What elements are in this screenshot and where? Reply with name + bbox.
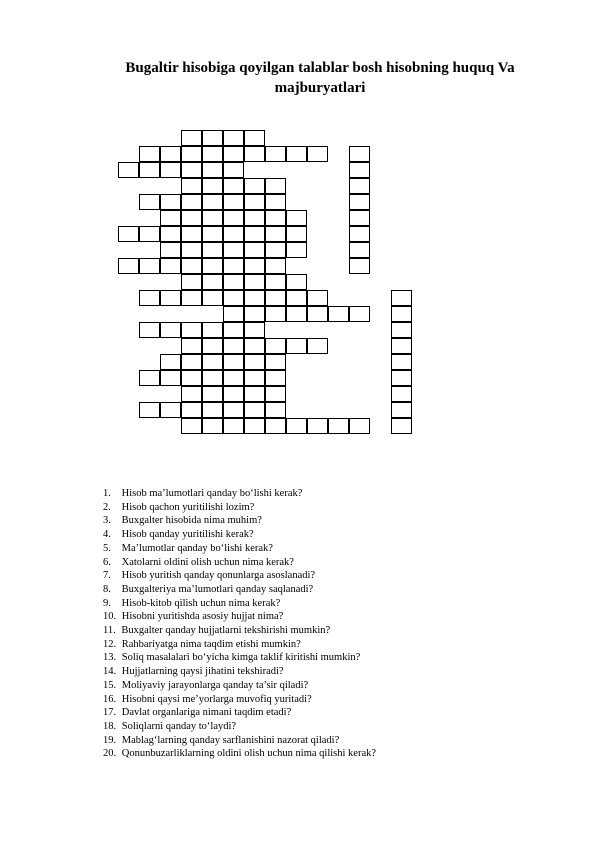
question-item xyxy=(103,679,376,693)
question-item xyxy=(103,501,376,515)
crossword-cell[interactable] xyxy=(244,226,265,242)
crossword-cell[interactable] xyxy=(202,178,223,194)
crossword-cell[interactable] xyxy=(286,306,307,322)
crossword-cell[interactable] xyxy=(118,226,139,242)
crossword-cell[interactable] xyxy=(160,162,181,178)
crossword-cell[interactable] xyxy=(391,306,412,322)
question-text: Rahbariyatga nima taqdim etishi mumkin? xyxy=(121,638,301,650)
crossword-cell[interactable] xyxy=(181,418,202,434)
crossword-cell[interactable] xyxy=(265,194,286,210)
crossword-cell[interactable] xyxy=(244,418,265,434)
crossword-cell[interactable] xyxy=(265,210,286,226)
question-item xyxy=(103,747,376,761)
crossword-cell[interactable] xyxy=(265,242,286,258)
crossword-cell[interactable] xyxy=(181,130,202,146)
question-text: Ma’lumotlar qanday bo‘lishi kerak? xyxy=(121,542,273,554)
question-number: 2. xyxy=(103,501,111,513)
crossword-cell[interactable] xyxy=(181,274,202,290)
crossword-cell[interactable] xyxy=(160,194,181,210)
crossword-cell[interactable] xyxy=(139,226,160,242)
question-text: Hisobni yuritishda asosiy hujjat nima? xyxy=(121,611,284,623)
crossword-cell[interactable] xyxy=(349,242,370,258)
crossword-cell[interactable] xyxy=(307,338,328,354)
crossword-cell[interactable] xyxy=(349,178,370,194)
crossword-cell[interactable] xyxy=(202,418,223,434)
crossword-cell[interactable] xyxy=(307,306,328,322)
crossword-cell[interactable] xyxy=(349,258,370,274)
crossword-cell[interactable] xyxy=(244,338,265,354)
crossword-cell[interactable] xyxy=(265,402,286,418)
crossword-cell[interactable] xyxy=(202,194,223,210)
crossword-cell[interactable] xyxy=(139,162,160,178)
crossword-cell[interactable] xyxy=(307,418,328,434)
question-item xyxy=(103,638,376,652)
crossword-cell[interactable] xyxy=(223,130,244,146)
crossword-cell[interactable] xyxy=(328,306,349,322)
crossword-cell[interactable] xyxy=(202,210,223,226)
question-text: Hisob-kitob qilish uchun nima kerak? xyxy=(121,597,281,609)
crossword-cell[interactable] xyxy=(244,274,265,290)
question-text: Hujjatlarning qaysi jihatini tekshiradi? xyxy=(121,666,284,678)
crossword-cell[interactable] xyxy=(223,178,244,194)
crossword-cell[interactable] xyxy=(202,274,223,290)
crossword-cell[interactable] xyxy=(160,402,181,418)
crossword-cell[interactable] xyxy=(244,194,265,210)
crossword-cell[interactable] xyxy=(244,258,265,274)
crossword-cell[interactable] xyxy=(286,210,307,226)
crossword-cell[interactable] xyxy=(349,194,370,210)
crossword-cell[interactable] xyxy=(286,146,307,162)
crossword-cell[interactable] xyxy=(265,306,286,322)
crossword-cell[interactable] xyxy=(160,258,181,274)
question-number: 15. xyxy=(103,679,117,691)
question-number: 9. xyxy=(103,597,111,609)
question-number: 18. xyxy=(103,720,117,732)
crossword-cell[interactable] xyxy=(202,322,223,338)
crossword-cell[interactable] xyxy=(244,290,265,306)
crossword-cell[interactable] xyxy=(118,162,139,178)
crossword-cell[interactable] xyxy=(244,370,265,386)
question-text: Buxgalter qanday hujjatlarni tekshirishi mumkin? xyxy=(121,625,331,637)
crossword-cell[interactable] xyxy=(223,210,244,226)
crossword-cell[interactable] xyxy=(202,370,223,386)
question-item xyxy=(103,693,376,707)
crossword-cell[interactable] xyxy=(160,210,181,226)
crossword-cell[interactable] xyxy=(244,386,265,402)
crossword-cell[interactable] xyxy=(223,162,244,178)
crossword-cell[interactable] xyxy=(118,258,139,274)
crossword-cell[interactable] xyxy=(202,290,223,306)
crossword-cell[interactable] xyxy=(265,226,286,242)
question-number: 20. xyxy=(103,748,117,760)
crossword-cell[interactable] xyxy=(202,402,223,418)
crossword-cell[interactable] xyxy=(265,354,286,370)
crossword-cell[interactable] xyxy=(223,338,244,354)
question-text: Moliyaviy jarayonlarga qanday ta’sir qiladi? xyxy=(121,679,309,691)
question-item xyxy=(103,706,376,720)
crossword-cell[interactable] xyxy=(139,370,160,386)
crossword-cell[interactable] xyxy=(181,146,202,162)
crossword-cell[interactable] xyxy=(181,258,202,274)
crossword-cell[interactable] xyxy=(391,370,412,386)
crossword-cell[interactable] xyxy=(328,418,349,434)
crossword-cell[interactable] xyxy=(265,338,286,354)
question-text: Soliqlarni qanday to‘laydi? xyxy=(121,720,237,732)
crossword-cell[interactable] xyxy=(244,242,265,258)
question-item xyxy=(103,528,376,542)
question-number: 10. xyxy=(103,611,117,623)
crossword-cell[interactable] xyxy=(160,226,181,242)
crossword-cell[interactable] xyxy=(181,402,202,418)
question-text: Hisob qachon yuritilishi lozim? xyxy=(121,501,255,513)
question-item xyxy=(103,720,376,734)
crossword-cell[interactable] xyxy=(160,242,181,258)
crossword-cell[interactable] xyxy=(391,402,412,418)
question-text: Buxgalteriya ma’lumotlari qanday saqlanadi? xyxy=(121,583,314,595)
crossword-cell[interactable] xyxy=(160,370,181,386)
crossword-cell[interactable] xyxy=(139,258,160,274)
crossword-cell[interactable] xyxy=(286,226,307,242)
crossword-cell[interactable] xyxy=(181,354,202,370)
crossword-cell[interactable] xyxy=(223,226,244,242)
crossword-cell[interactable] xyxy=(139,402,160,418)
crossword-cell[interactable] xyxy=(223,418,244,434)
crossword-cell[interactable] xyxy=(391,338,412,354)
crossword-cell[interactable] xyxy=(223,258,244,274)
question-number: 1. xyxy=(103,488,111,499)
crossword-cell[interactable] xyxy=(244,322,265,338)
crossword-cell[interactable] xyxy=(286,290,307,306)
crossword-cell[interactable] xyxy=(202,226,223,242)
question-item xyxy=(103,583,376,597)
crossword-cell[interactable] xyxy=(202,162,223,178)
crossword-cell[interactable] xyxy=(223,354,244,370)
question-item xyxy=(103,487,376,501)
crossword-cell[interactable] xyxy=(349,418,370,434)
crossword-cell[interactable] xyxy=(307,146,328,162)
question-item xyxy=(103,734,376,748)
crossword-cell[interactable] xyxy=(181,178,202,194)
question-text: Xatolarni oldini olish uchun nima kerak? xyxy=(121,556,294,568)
crossword-cell[interactable] xyxy=(391,386,412,402)
crossword-cell[interactable] xyxy=(160,146,181,162)
crossword-cell[interactable] xyxy=(139,290,160,306)
crossword-cell[interactable] xyxy=(202,386,223,402)
question-item xyxy=(103,610,376,624)
crossword-cell[interactable] xyxy=(391,322,412,338)
crossword-cell[interactable] xyxy=(265,290,286,306)
question-item xyxy=(103,597,376,611)
crossword-cell[interactable] xyxy=(160,322,181,338)
question-text: Hisob ma’lumotlari qanday bo‘lishi kerak? xyxy=(121,488,303,499)
question-text: Davlat organlariga nimani taqdim etadi? xyxy=(121,707,292,719)
crossword-cell[interactable] xyxy=(223,306,244,322)
question-text: Hisobni qaysi me’yorlarga muvofiq yuritadi? xyxy=(121,693,312,705)
question-number: 17. xyxy=(103,707,117,719)
crossword-cell[interactable] xyxy=(265,386,286,402)
crossword-cell[interactable] xyxy=(349,226,370,242)
crossword-cell[interactable] xyxy=(223,402,244,418)
crossword-cell[interactable] xyxy=(181,194,202,210)
question-item xyxy=(103,651,376,665)
question-number: 6. xyxy=(103,556,111,568)
crossword-cell[interactable] xyxy=(181,338,202,354)
crossword-cell[interactable] xyxy=(265,178,286,194)
question-number: 5. xyxy=(103,542,111,554)
crossword-cell[interactable] xyxy=(286,338,307,354)
crossword-cell[interactable] xyxy=(202,242,223,258)
question-number: 14. xyxy=(103,666,117,678)
crossword-cell[interactable] xyxy=(139,194,160,210)
question-number: 3. xyxy=(103,515,111,527)
crossword-cell[interactable] xyxy=(223,274,244,290)
crossword-cell[interactable] xyxy=(202,146,223,162)
crossword-cell[interactable] xyxy=(265,418,286,434)
crossword-cell[interactable] xyxy=(202,354,223,370)
crossword-cell[interactable] xyxy=(181,226,202,242)
question-number: 12. xyxy=(103,638,117,650)
crossword-cell[interactable] xyxy=(349,162,370,178)
question-item xyxy=(103,542,376,556)
crossword-cell[interactable] xyxy=(223,322,244,338)
crossword-cell[interactable] xyxy=(286,274,307,290)
question-item xyxy=(103,514,376,528)
crossword-cell[interactable] xyxy=(391,354,412,370)
crossword-cell[interactable] xyxy=(244,130,265,146)
question-list xyxy=(103,487,376,761)
question-number: 16. xyxy=(103,693,117,705)
crossword-cell[interactable] xyxy=(265,274,286,290)
crossword-cell[interactable] xyxy=(349,210,370,226)
question-item xyxy=(103,624,376,638)
crossword-cell[interactable] xyxy=(265,146,286,162)
crossword-cell[interactable] xyxy=(349,306,370,322)
crossword-cell[interactable] xyxy=(181,386,202,402)
question-item xyxy=(103,556,376,570)
crossword-cell[interactable] xyxy=(265,370,286,386)
question-number: 4. xyxy=(103,529,111,541)
crossword-cell[interactable] xyxy=(286,242,307,258)
crossword-cell[interactable] xyxy=(244,306,265,322)
crossword-cell[interactable] xyxy=(349,146,370,162)
crossword-cell[interactable] xyxy=(223,290,244,306)
crossword-cell[interactable] xyxy=(244,354,265,370)
question-number: 7. xyxy=(103,570,111,582)
crossword-cell[interactable] xyxy=(223,370,244,386)
question-number: 13. xyxy=(103,652,117,664)
question-text: Buxgalter hisobida nima muhim? xyxy=(121,515,262,527)
crossword-cell[interactable] xyxy=(286,418,307,434)
question-number: 19. xyxy=(103,734,117,746)
crossword-cell[interactable] xyxy=(181,242,202,258)
crossword-cell[interactable] xyxy=(223,194,244,210)
question-text: Hisob qanday yuritilishi kerak? xyxy=(121,529,254,541)
crossword-cell[interactable] xyxy=(181,290,202,306)
page-title: Bugaltir hisobiga qoyilgan talablar bosh hisobning huquq Va majburyatlari xyxy=(125,60,515,96)
crossword-cell[interactable] xyxy=(181,162,202,178)
crossword-cell[interactable] xyxy=(202,338,223,354)
crossword-cell[interactable] xyxy=(160,354,181,370)
crossword-cell[interactable] xyxy=(160,290,181,306)
crossword-cell[interactable] xyxy=(139,146,160,162)
crossword-cell[interactable] xyxy=(244,402,265,418)
question-item xyxy=(103,665,376,679)
question-number: 8. xyxy=(103,583,111,595)
crossword-cell[interactable] xyxy=(181,210,202,226)
crossword-cell[interactable] xyxy=(223,386,244,402)
crossword-cell[interactable] xyxy=(307,290,328,306)
question-number: 11. xyxy=(103,625,116,637)
question-text: Soliq masalalari bo‘yicha kimga taklif kiritishi mumkin? xyxy=(121,652,361,664)
crossword-cell[interactable] xyxy=(391,290,412,306)
crossword-cell[interactable] xyxy=(202,130,223,146)
crossword-cell[interactable] xyxy=(244,210,265,226)
crossword-cell[interactable] xyxy=(181,370,202,386)
crossword-cell[interactable] xyxy=(181,322,202,338)
crossword-cell[interactable] xyxy=(223,242,244,258)
crossword-cell[interactable] xyxy=(223,146,244,162)
question-text: Qonunbuzarliklarning oldini olish uchun nima qilishi kerak? xyxy=(121,748,377,760)
question-text: Mablag‘larning qanday sarflanishini nazorat qiladi? xyxy=(121,734,340,746)
crossword-cell[interactable] xyxy=(244,178,265,194)
question-text: Hisob yuritish qanday qonunlarga asoslanadi? xyxy=(121,570,316,582)
crossword-cell[interactable] xyxy=(391,418,412,434)
crossword-cell[interactable] xyxy=(202,258,223,274)
crossword-cell[interactable] xyxy=(139,322,160,338)
crossword-cell[interactable] xyxy=(265,258,286,274)
question-item xyxy=(103,569,376,583)
crossword-cell[interactable] xyxy=(244,146,265,162)
